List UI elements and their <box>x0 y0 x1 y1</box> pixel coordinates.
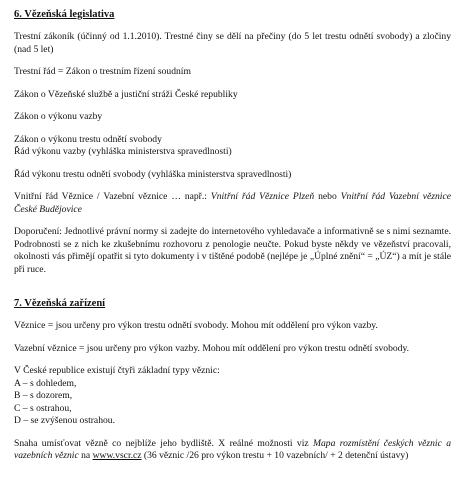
paragraph-umistovani <box>14 438 451 463</box>
paragraph-zakon-vykon-trestu: Zákon o výkonu trestu odnětí svobody <box>14 133 162 145</box>
paragraph-doporuceni: Doporučení: Jednotlivé právní normy si zadejte do internetového vyhledavače a informativně se s nimi seznamte. Podrobnosti se z nich ke zkušebnímu rozhovoru z penologie neučte. Pokud byste někdy ve vězeňství pracovali, okolnosti vás přimějí opatřit si tyto dokumenty i v tištěné podobě (nejlépe je „Úplné znění“ = „ÚZ“) a mít je stále při ruce. <box>14 226 451 275</box>
vscr-link[interactable]: www.vscr.cz <box>92 450 142 461</box>
paragraph-zakon-vezenska-sluzba: Zákon o Vězeňské službě a justiční stráži České republiky <box>14 88 238 100</box>
paragraph-vnitrni-rad <box>14 191 451 216</box>
list-item: A – s dohledem, <box>14 377 77 389</box>
paragraph-typy-veznic: V České republice existují čtyři základní typy věznic: <box>14 365 220 376</box>
vnitrni-rad-plzen: Vnitřní řád Věznice Plzeň <box>210 191 315 202</box>
section-7-heading: 7. Vězeňská zařízení <box>14 298 106 309</box>
mapa-rozmisteni: Mapa rozmístění českých věznic a vazebních věznic <box>14 437 451 461</box>
paragraph-veznice: Věznice = jsou určeny pro výkon trestu odnětí svobody. Mohou mít oddělení pro výkon vazby. <box>14 320 378 331</box>
vnitrni-rad-mid: nebo <box>314 191 341 202</box>
list-item: C – s ostrahou, <box>14 402 72 414</box>
paragraph-vazebni-veznice: Vazební věznice = jsou určeny pro výkon vazby. Mohou mít oddělení pro výkon trestu odnětí svobody. <box>14 342 410 354</box>
list-item: D – se zvýšenou ostrahou. <box>14 415 115 426</box>
umistovani-tail: (36 věznic /26 pro výkon trestu + 10 vazebních/ + 2 detenční ústavy) <box>141 450 409 461</box>
paragraph-rad-vykonu-vazby: Řád výkonu vazby (vyhláška ministerstva spravedlnosti) <box>14 146 232 157</box>
section-6-heading: 6. Vězeňská legislativa <box>14 9 115 20</box>
list-item: B – s dozorem, <box>14 390 73 401</box>
paragraph-rad-vykonu-trestu: Řád výkonu trestu odnětí svobody (vyhláška ministerstva spravedlnosti) <box>14 168 292 180</box>
umistovani-lead: Snaha umísťovat vězně co nejblíže jeho bydliště. X reálné možnosti viz <box>14 437 313 449</box>
vnitrni-rad-budejovice: Vnitřní řád Vazební věznice České Budějovice <box>14 191 451 215</box>
paragraph-zakon-vykon-vazby: Zákon o výkonu vazby <box>14 111 103 122</box>
paragraph-trestni-rad: Trestní řád = Zákon o trestním řízení soudním <box>14 66 191 77</box>
vnitrni-rad-lead: Vnitřní řád Věznice / Vazební věznice … např.: <box>14 191 211 202</box>
umistovani-mid: na <box>78 450 93 461</box>
prison-types-list <box>14 378 451 428</box>
paragraph-trestni-zakonik: Trestní zákoník (účinný od 1.1.2010). Trestné činy se dělí na přečiny (do 5 let trestu odnětí svobody) a zločiny (nad 5 let) <box>14 31 451 55</box>
